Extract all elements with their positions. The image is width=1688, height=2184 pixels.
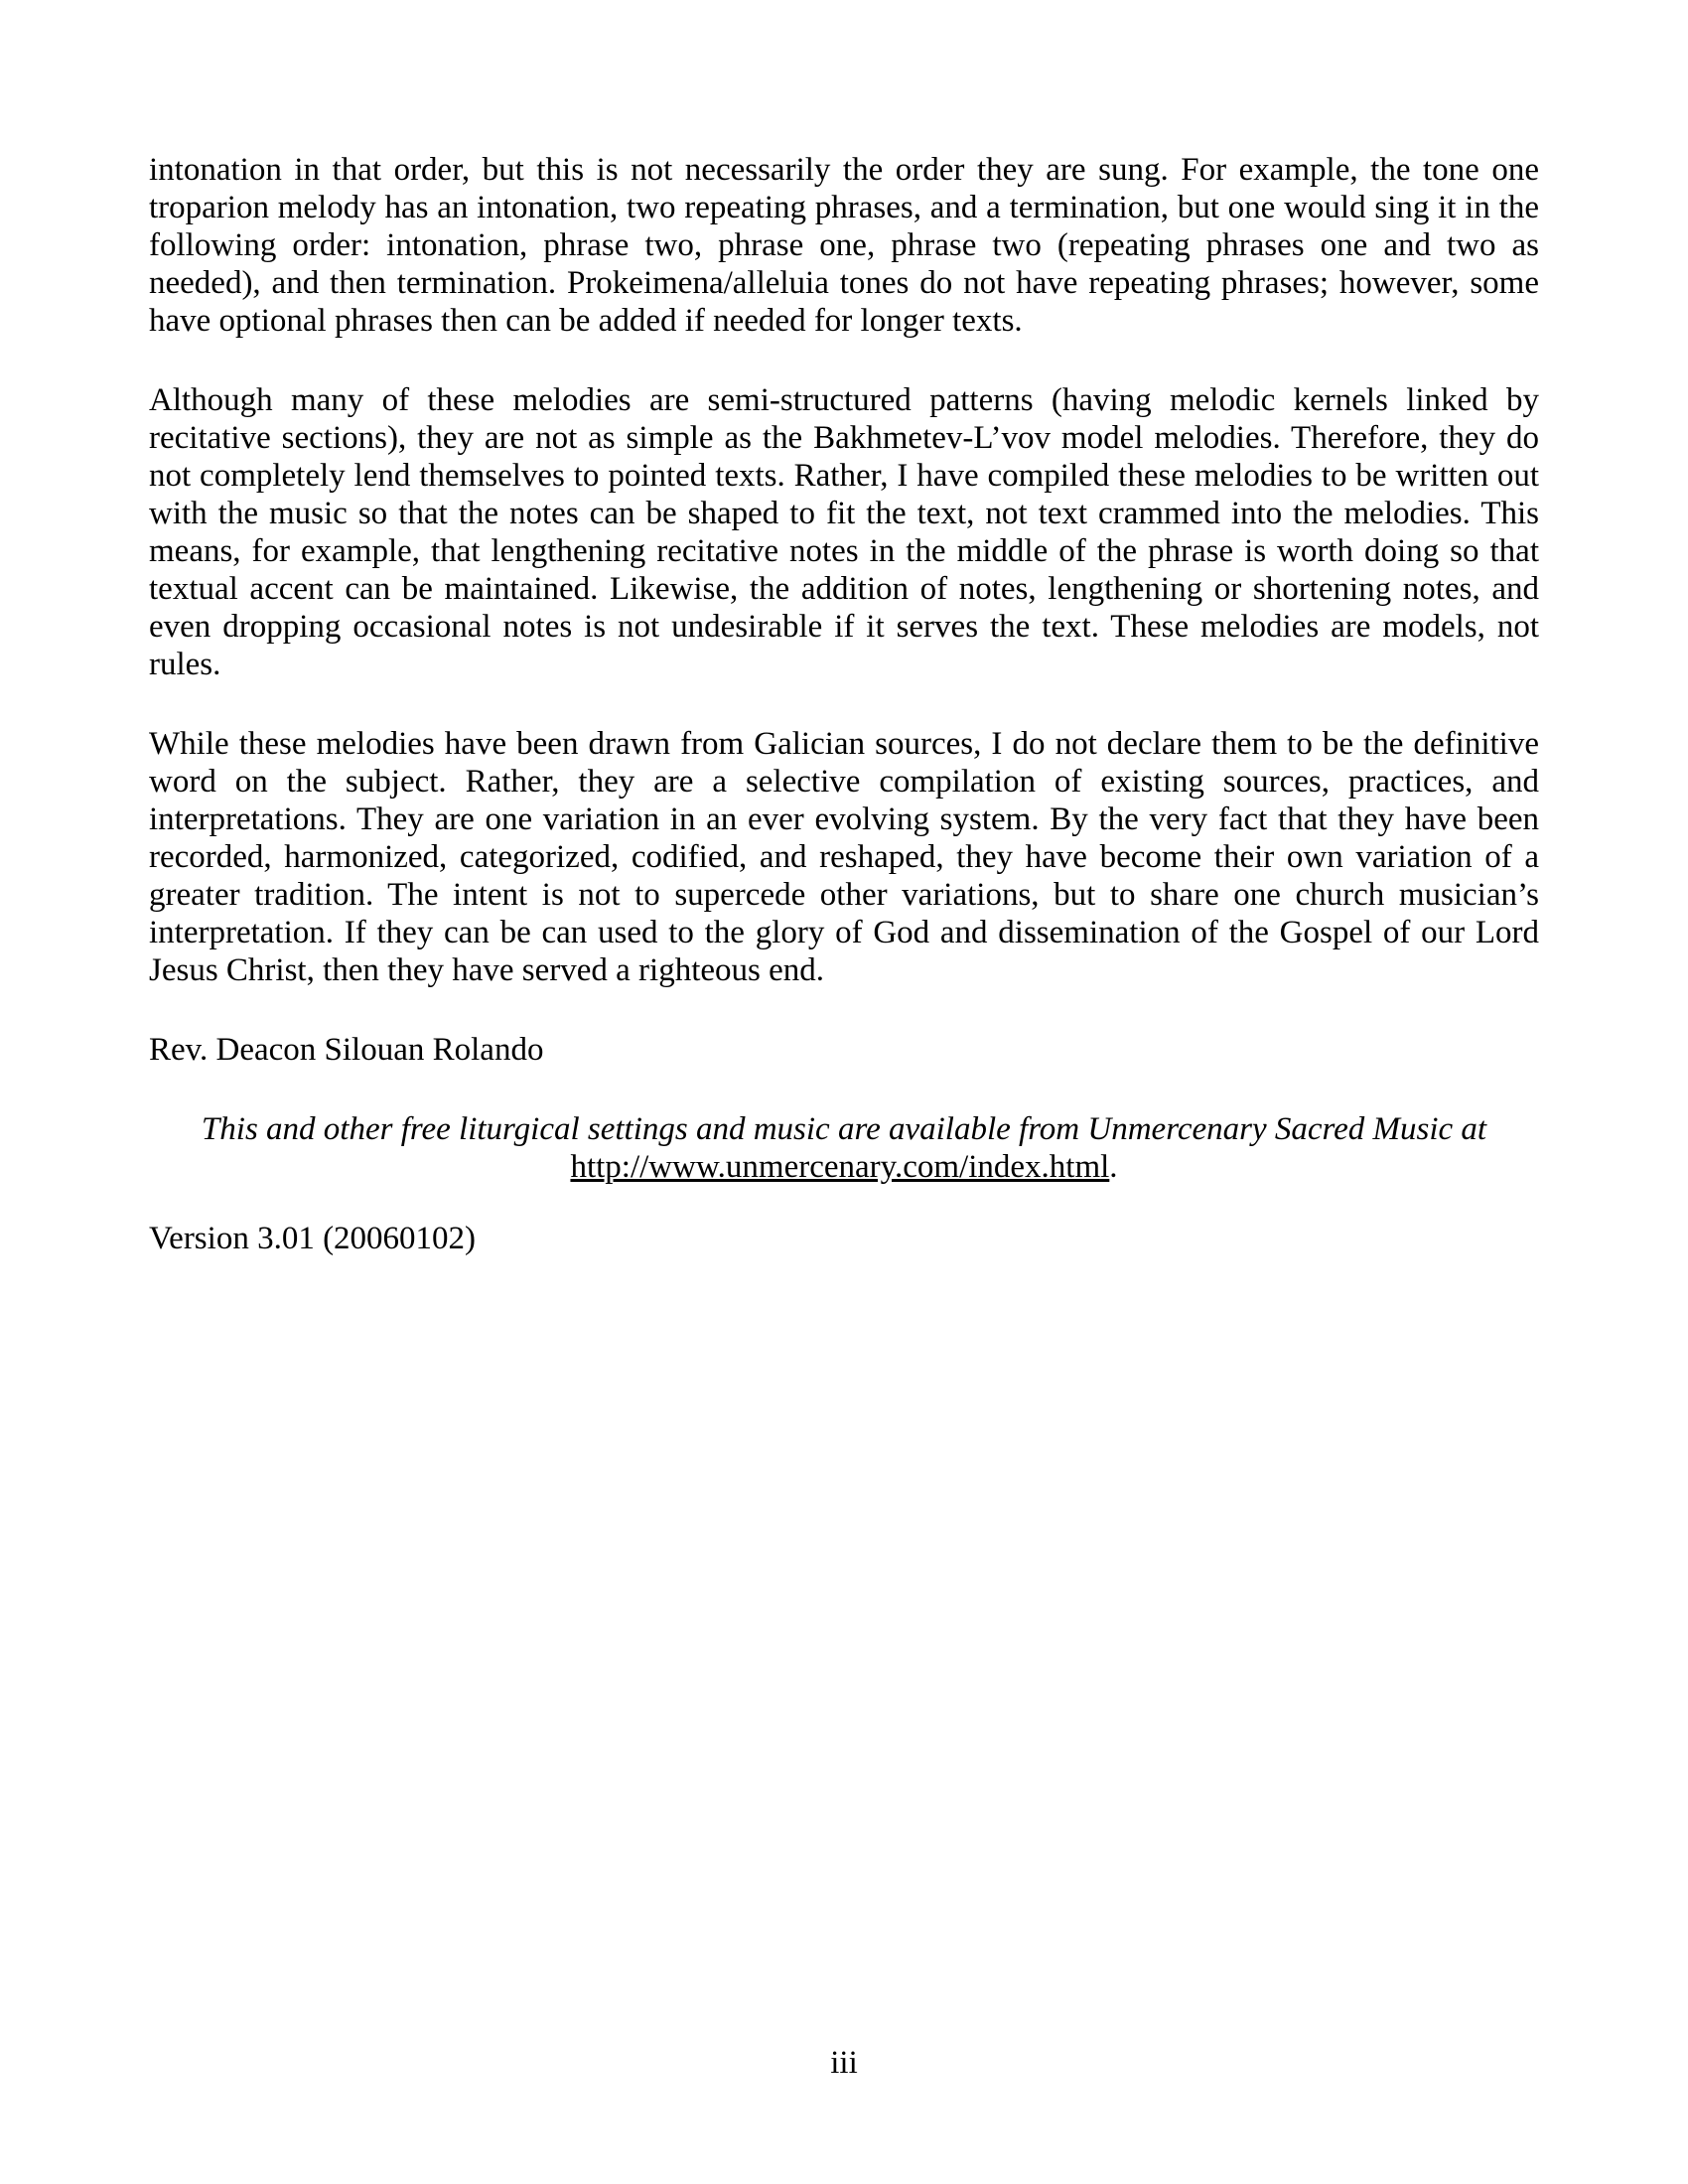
availability-url-line	[149, 1148, 1539, 1186]
version-line: Version 3.01 (20060102)	[149, 1221, 477, 1256]
availability-note	[149, 1110, 1539, 1186]
page-footer	[0, 2044, 1688, 2082]
body-paragraph-1: intonation in that order, but this is not necessarily the order they are sung. For example, the tone one troparion melody has an intonation, two repeating phrases, and a termination, but one would sing it in the following order: intonation, phrase two, phrase one, phrase two (repeating phrases one and two as needed), and then termination. Prokeimena/alleluia tones do not have repeating phrases; however, some have optional phrases then can be added if needed for longer texts.	[149, 152, 1539, 339]
unmercenary-url-link[interactable]: http://www.unmercenary.com/index.html	[570, 1149, 1110, 1185]
body-paragraph-2: Although many of these melodies are semi-structured patterns (having melodic kernels linked by recitative sections), they are not as simple as the Bakhmetev-L’vov model melodies. Therefore, they do not completely lend themselves to pointed texts. Rather, I have compiled these melodies to be written out with the music so that the notes can be shaped to fit the text, not text crammed into the melodies. This means, for example, that lengthening recitative notes in the middle of the phrase is worth doing so that textual accent can be maintained. Likewise, the addition of notes, lengthening or shortening notes, and even dropping occasional notes is not undesirable if it serves the text. These melodies are models, not rules.	[149, 382, 1539, 682]
author-signature: Rev. Deacon Silouan Rolando	[149, 1032, 544, 1068]
url-trailing-period: .	[1109, 1149, 1118, 1185]
page-number: iii	[830, 2045, 858, 2081]
body-paragraph-3: While these melodies have been drawn from Galician sources, I do not declare them to be the definitive word on the subject. Rather, they are a selective compilation of existing sources, practices, and interpretations. They are one variation in an ever evolving system. By the very fact that they have been recorded, harmonized, categorized, codified, and reshaped, they have become their own variation of a greater tradition. The intent is not to supercede other variations, but to share one church musician’s interpretation. If they can be can used to the glory of God and dissemination of the Gospel of our Lord Jesus Christ, then they have served a righteous end.	[149, 726, 1539, 988]
availability-note-text: This and other free liturgical settings and music are available from Unmercenary Sacred Music at	[201, 1111, 1487, 1147]
